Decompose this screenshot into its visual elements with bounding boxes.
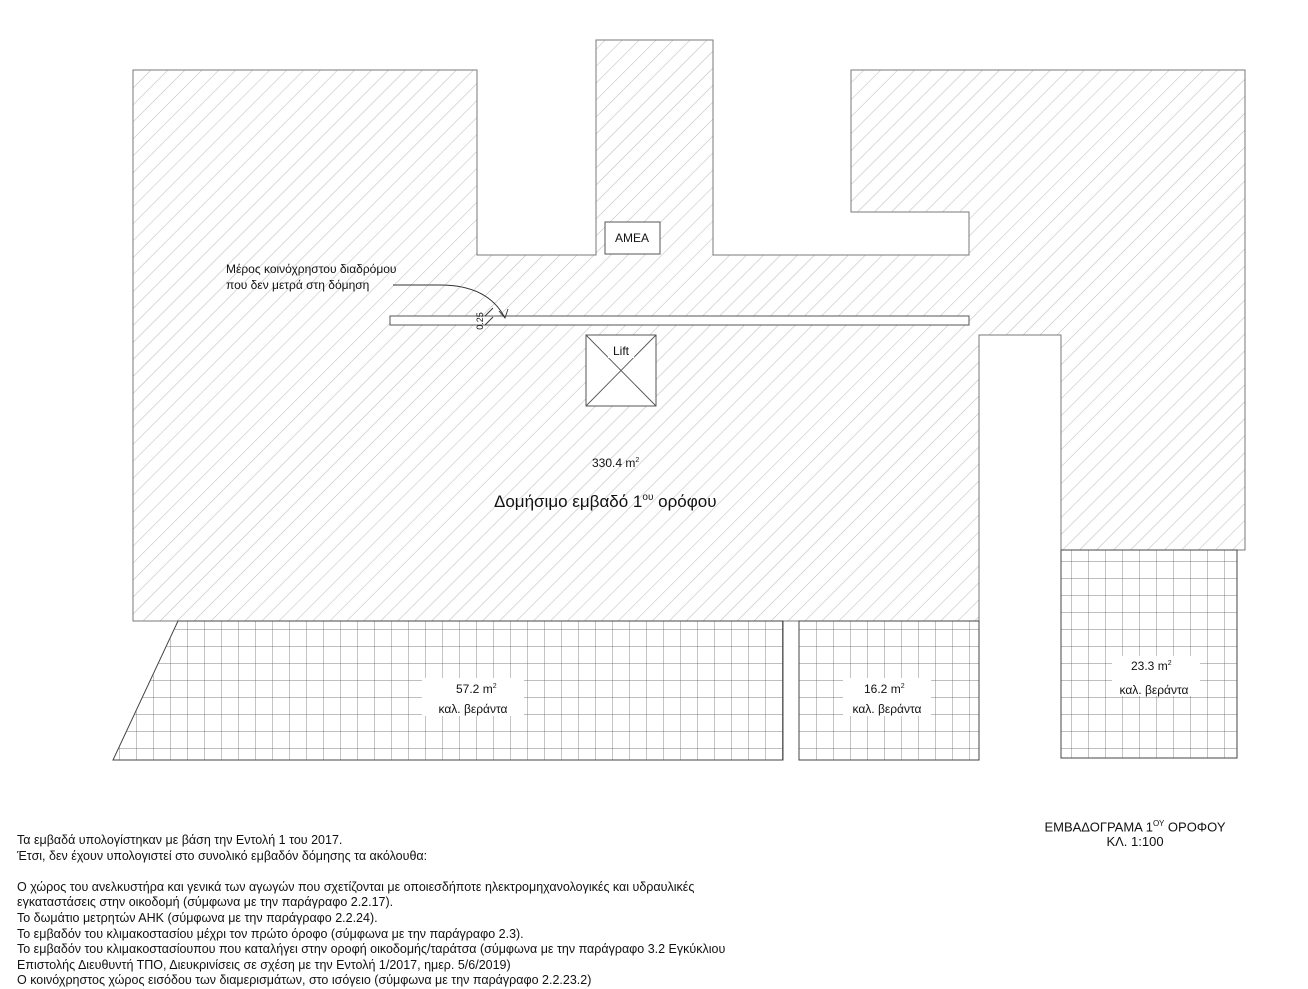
title-block	[1010, 816, 1260, 849]
note-line: Έτσι, δεν έχουν υπολογιστεί στο συνολικό εμβαδόν δόμησης τα ακόλουθα:	[17, 848, 428, 863]
corridor-note-line1: Μέρος κοινόχρηστου διαδρόμου	[226, 262, 397, 276]
lift-label: Lift	[612, 344, 630, 358]
building-label: Δομήσιμο εμβαδό $1^{o\upsilon}$ ορόφου	[494, 492, 717, 511]
calculation-notes	[17, 833, 897, 989]
note-line: Ο κοινόχρηστος χώρος εισόδου των διαμερισμάτων, στο ισόγειο (σύμφωνα με την παράγραφο 2.2.23.2)	[17, 973, 592, 988]
veranda-1-label: καλ. βεράντα	[438, 702, 508, 716]
note-line: Τα εμβαδά υπολογίστηκαν με βάση την Εντολή 1 του 2017.	[17, 833, 343, 847]
note-line: Το εμβαδόν του κλιμακοστασίουπου που καταλήγει στην οροφή οικοδομής/ταράτσα (σύμφωνα με την παράγραφο 3.2 Εγκύκλιου	[17, 942, 726, 957]
veranda-1-area: 57.2 $m^2$	[456, 682, 497, 696]
corridor-note-line2: που δεν μετρά στη δόμηση	[226, 278, 370, 292]
veranda-2-label: καλ. βεράντα	[852, 702, 922, 716]
veranda-3-grid	[1050, 540, 1250, 770]
dimension-label: 0.25	[475, 312, 485, 330]
note-line: Ο χώρος του ανελκυστήρα και γενικά των αγωγών που σχετίζονται με οποιεσδήποτε ηλεκτρομηχανολογικές και υδραυλικές	[17, 879, 695, 894]
note-line: Επιστολής Διευθυντή ΤΠΟ, Διευκρινίσεις σε σχέση με την Εντολή 1/2017, ημερ. 5/6/2019)	[17, 957, 511, 972]
note-line: Το εμβαδόν του κλιμακοστασίου μέχρι τον πρώτο όροφο (σύμφωνα με την παράγραφο 2.3).	[17, 926, 524, 941]
note-line: Το δωμάτιο μετρητών ΑΗΚ (σύμφωνα με την παράγραφο 2.2.24).	[17, 910, 378, 925]
veranda-3-label: καλ. βεράντα	[1119, 683, 1189, 697]
drawing-title: ΕΜΒΑΔΟΓΡΑΜΑ $1^{O\Upsilon}$ ΟΡΟΦΟΥ	[1044, 819, 1226, 835]
building-footprint	[133, 40, 1245, 621]
building-area: 330.4 $m^2$	[592, 456, 640, 470]
veranda-2-area: 16.2 $m^2$	[864, 682, 905, 696]
note-line: εγκαταστάσεις στην οικοδομή (σύμφωνα με την παράγραφο 2.2.17).	[17, 895, 394, 910]
amea-label: ΑΜΕΑ	[614, 231, 650, 245]
veranda-3-area: 23.3 $m^2$	[1131, 659, 1172, 673]
drawing-scale: ΚΛ. 1:100	[1106, 834, 1164, 850]
